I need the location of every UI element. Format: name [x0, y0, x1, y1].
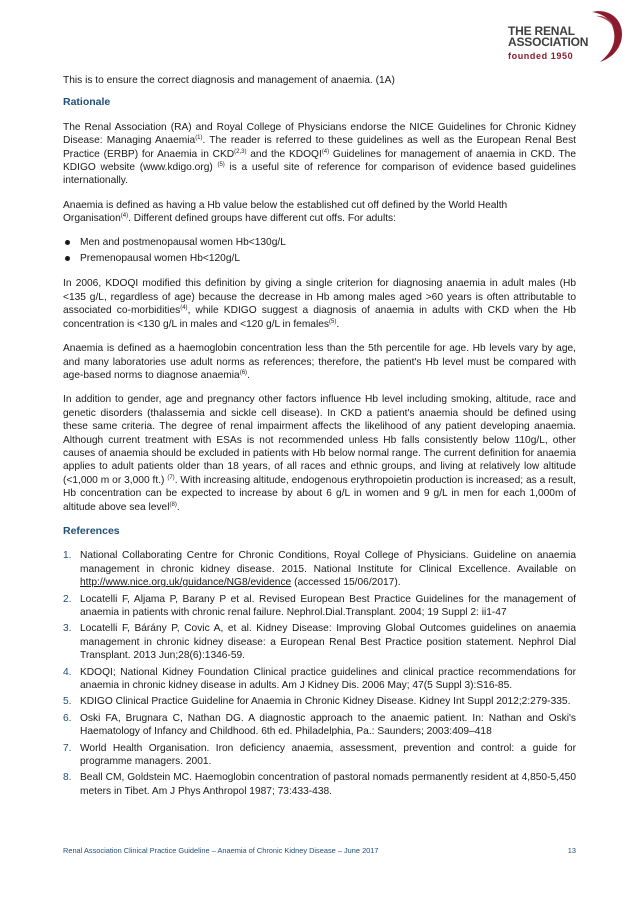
- list-item: Men and postmenopausal women Hb<130g/L: [63, 236, 576, 249]
- reference-item: 1. National Collaborating Centre for Chronic Conditions, Royal College of Physicians. Guideline on anaemia management in chronic kidney disease. 2015. National Institute for Clinical Excellence. Available on http://www.nice.org.uk/guidance/NG8/evidence (accessed 15/06/2017).: [63, 550, 576, 589]
- reference-item: 7. World Health Organisation. Iron deficiency anaemia, assessment, prevention and control: a guide for programme managers. 2001.: [63, 742, 576, 768]
- main-content: [63, 74, 576, 798]
- reference-item: 3. Locatelli F, Bárány P, Covic A, et al. Kidney Disease: Improving Global Outcomes guidelines on anaemia management in chronic kidney disease: a European Renal Best Practice position statement. Nephrol Dial Transplant. 2013 Jun;28(6):1346-59.: [63, 623, 576, 662]
- rationale-paragraph-5: In addition to gender, age and pregnancy other factors influence Hb level including smoking, altitude, race and genetic disorders (thalassemia and sickle cell disease). In CKD a patient's anaemia should be defined using these same criteria. The degree of renal impairment affects the likelihood of any patient developing anaemia. Although current treatment with ESAs is not recommended unless Hb falls consistently below 110g/L, other causes of anaemia should be excluded in patients with Hb below normal range. The current definition for anaemia applies to adult patients older than 18 years, of all races and ethnic groups, and living at relatively low altitude (<1,000 m or 3,000 ft.) $^{(7)}$. With increasing altitude, endogenous erythropoietin production is increased; as a result, Hb concentration can be expected to increase by about 6 g/L in women and 9 g/L in men for each 1,000m of altitude above sea level$^{(8)}$.: [63, 394, 576, 513]
- reference-item: 6. Oski FA, Brugnara C, Nathan DG. A diagnostic approach to the anaemic patient. In: Nathan and Oski's Haematology of Infancy and Childhood. 6th ed. Philadelphia, Pa.: Saunders; 2003:409–418: [63, 712, 576, 738]
- reference-item: 5. KDIGO Clinical Practice Guideline for Anaemia in Chronic Kidney Disease. Kidney Int Suppl 2012;2:279-335.: [63, 696, 571, 708]
- page-footer: [63, 846, 576, 855]
- rationale-paragraph-2: Anaemia is defined as having a Hb value below the established cut off defined by the World Health Organisation$^{(4)}$. Different defined groups have different cut offs. For adults:: [63, 199, 508, 225]
- page-number: 13: [567, 846, 576, 855]
- intro-paragraph: This is to ensure the correct diagnosis and management of anaemia. (1A): [63, 75, 395, 86]
- rationale-paragraph-4: Anaemia is defined as a haemoglobin concentration less than the 5th percentile for age. Hb levels vary by age, and many laboratories use adult norms as references; therefore, the patient's Hb level must be compared with age-based norms to diagnose anaemia$^{(6)}$.: [63, 343, 576, 381]
- bullet-icon: [65, 240, 70, 245]
- logo-founded: founded 1950: [508, 51, 574, 61]
- bullet-icon: [65, 256, 70, 261]
- adult-cutoff-list: [63, 236, 576, 266]
- reference-item: 8. Beall CM, Goldstein MC. Haemoglobin concentration of pastoral nomads permanently resident at 4,850-5,450 meters in Tibet. Am J Phys Anthropol 1987; 73:433-438.: [63, 772, 576, 797]
- logo-line-1: THE RENAL: [508, 24, 575, 38]
- rationale-heading: Rationale: [63, 96, 111, 109]
- rationale-paragraph-3: In 2006, KDOQI modified this definition by giving a single criterion for diagnosing anaemia in adult males (Hb <135 g/L, regardless of age) because the decrease in Hb among males aged >60 years is often attributable to associated co-morbidities$^{(4)}$, while KDIGO suggest a diagnosis of anaemia in adults with CKD when the Hb concentration is <130 g/L in males and <120 g/L in females$^{(5)}$.: [63, 278, 576, 330]
- renal-association-logo: [508, 6, 628, 68]
- logo-line-2: ASSOCIATION: [508, 35, 589, 49]
- rationale-paragraph-1: The Renal Association (RA) and Royal College of Physicians endorse the NICE Guidelines for Chronic Kidney Disease: Managing Anaemia$^{(1)}$. The reader is referred to these guidelines as well as the European Renal Best Practice (ERBP) for Anaemia in CKD$^{(2,3)}$ and the KDOQI$^{(4)}$ Guidelines for management of anaemia in CKD. The KDIGO website (www.kdigo.org) $^{(5)}$ is a useful site of reference for comparison of evidence based guidelines internationally.: [63, 121, 577, 187]
- references-heading: References: [63, 524, 120, 537]
- list-item: Premenopausal women Hb<120g/L: [63, 252, 576, 265]
- references-list: [63, 549, 576, 798]
- reference-item: 2. Locatelli F, Aljama P, Barany P et al. Revised European Best Practice Guidelines for the management of anaemia in patients with chronic renal failure. Nephrol.Dial.Transplant. 2004; 19 Suppl 2: ii1-47: [63, 593, 576, 618]
- logo-text: [508, 26, 608, 61]
- reference-item: 4. KDOQI; National Kidney Foundation Clinical practice guidelines and clinical practice recommendations for anaemia in chronic kidney disease in adults. Am J Kidney Dis. 2006 May; 47(5 Suppl 3):S16-85.: [63, 666, 576, 692]
- footer-title: Renal Association Clinical Practice Guideline – Anaemia of Chronic Kidney Disease – June 2017: [63, 846, 379, 855]
- nice-evidence-link[interactable]: http://www.nice.org.uk/guidance/NG8/evidence: [80, 577, 292, 589]
